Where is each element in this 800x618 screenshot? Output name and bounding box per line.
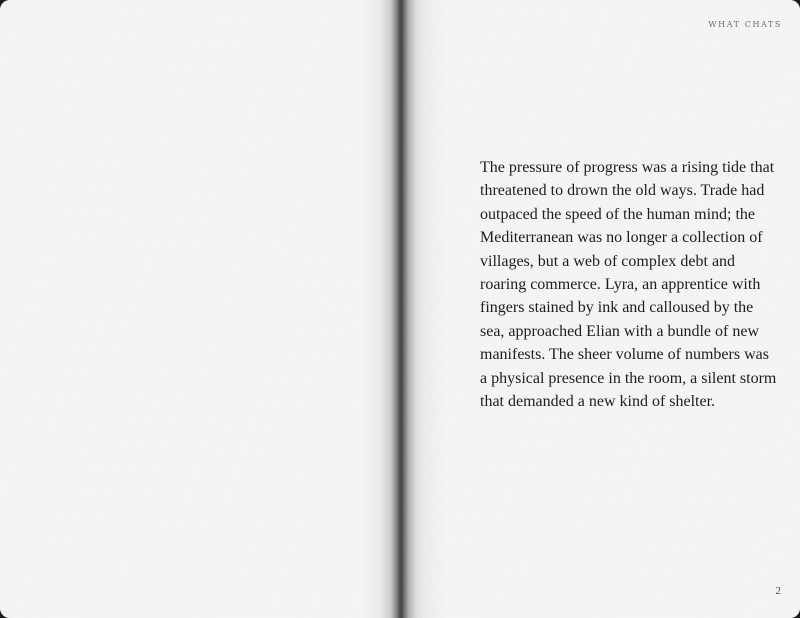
body-paragraph: The pressure of progress was a rising tide that threatened to drown the old ways. Trade had outpaced the speed of the human mind; the Mediterranean was no longer a collection of villages, but a web of complex debt and roaring commerce. Lyra, an apprentice with fingers stained by ink and calloused by the sea, approached Elian with a bundle of new manifests. The sheer volume of numbers was a physical presence in the room, a silent storm that demanded a new kind of shelter. [480, 159, 777, 411]
page-number: 2 [775, 585, 781, 597]
right-page[interactable] [400, 0, 800, 618]
running-header: WHAT CHATS [708, 20, 782, 29]
